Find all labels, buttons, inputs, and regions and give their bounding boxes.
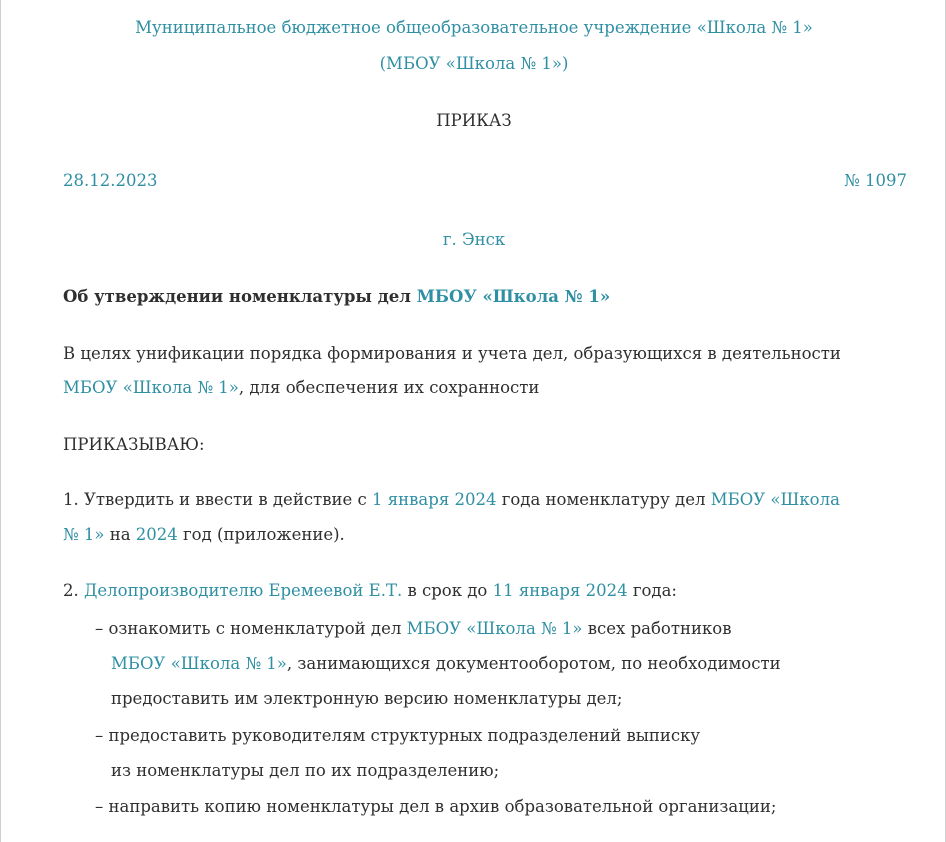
preamble-org: МБОУ «Школа № 1» — [63, 378, 239, 397]
bullet-1-org: МБОУ «Школа № 1» — [406, 619, 583, 638]
document-type: ПРИКАЗ — [436, 111, 512, 130]
title-org: МБОУ «Школа № 1» — [416, 287, 611, 306]
item-1-text-a: 1. Утвердить и ввести в действие с — [63, 490, 372, 509]
item-1-text-b: года номенклатуру дел — [496, 490, 711, 509]
item-2-bullet-2-line-1: – предоставить руководителям структурных подразделений выписку — [95, 726, 701, 745]
item-2-bullet-3: – направить копию номенклатуры дел в архив образовательной организации; — [95, 797, 777, 816]
preamble-line-1: В целях унификации порядка формирования и учета дел, образующихся в деятельности — [63, 344, 841, 363]
item-1-text-c: на — [104, 525, 136, 544]
bullet-1-text-a: – ознакомить с номенклатурой дел — [95, 619, 407, 638]
bullet-1-org-2: МБОУ «Школа № 1» — [111, 654, 287, 673]
preamble-line-2 — [63, 377, 539, 399]
city: г. Энск — [442, 230, 506, 249]
item-2-bullet-1-line-1 — [95, 618, 732, 640]
item-2-line-1 — [63, 580, 677, 602]
item-2-bullet-1-line-3: предоставить им электронную версию номенклатуры дел; — [111, 689, 623, 708]
item-1-line-2 — [63, 524, 345, 546]
preamble-rest: , для обеспечения их сохранности — [238, 378, 540, 397]
item-2-mid: в срок до — [402, 581, 493, 600]
institution-name: Муниципальное бюджетное общеобразовательное учреждение «Школа № 1» — [135, 18, 813, 37]
item-2-num: 2. — [63, 581, 84, 600]
institution-short-name: (МБОУ «Школа № 1») — [379, 54, 569, 73]
item-2-bullet-1-line-2 — [111, 653, 781, 675]
item-1-date: 1 января 2024 — [371, 490, 497, 509]
item-2-person: Делопроизводителю Еремеевой Е.Т. — [84, 581, 403, 600]
item-1-org: МБОУ «Школа — [710, 490, 840, 509]
title-prefix: Об утверждении номенклатуры дел — [63, 287, 417, 306]
order-title — [63, 286, 610, 308]
item-2-deadline: 11 января 2024 — [492, 581, 628, 600]
item-1-org-cont: № 1» — [63, 525, 105, 544]
order-word: ПРИКАЗЫВАЮ: — [63, 435, 205, 454]
bullet-1-text-c: , занимающихся документооборотом, по необходимости — [286, 654, 781, 673]
item-1-line-1 — [63, 489, 840, 511]
item-1-text-d: год (приложение). — [177, 525, 345, 544]
order-date: 28.12.2023 — [63, 171, 158, 190]
item-1-year: 2024 — [135, 525, 178, 544]
item-2-end: года: — [627, 581, 677, 600]
item-2-bullet-2-line-2: из номенклатуры дел по их подразделению; — [111, 761, 500, 780]
bullet-1-text-b: всех работников — [582, 619, 732, 638]
order-number: № 1097 — [844, 171, 907, 190]
